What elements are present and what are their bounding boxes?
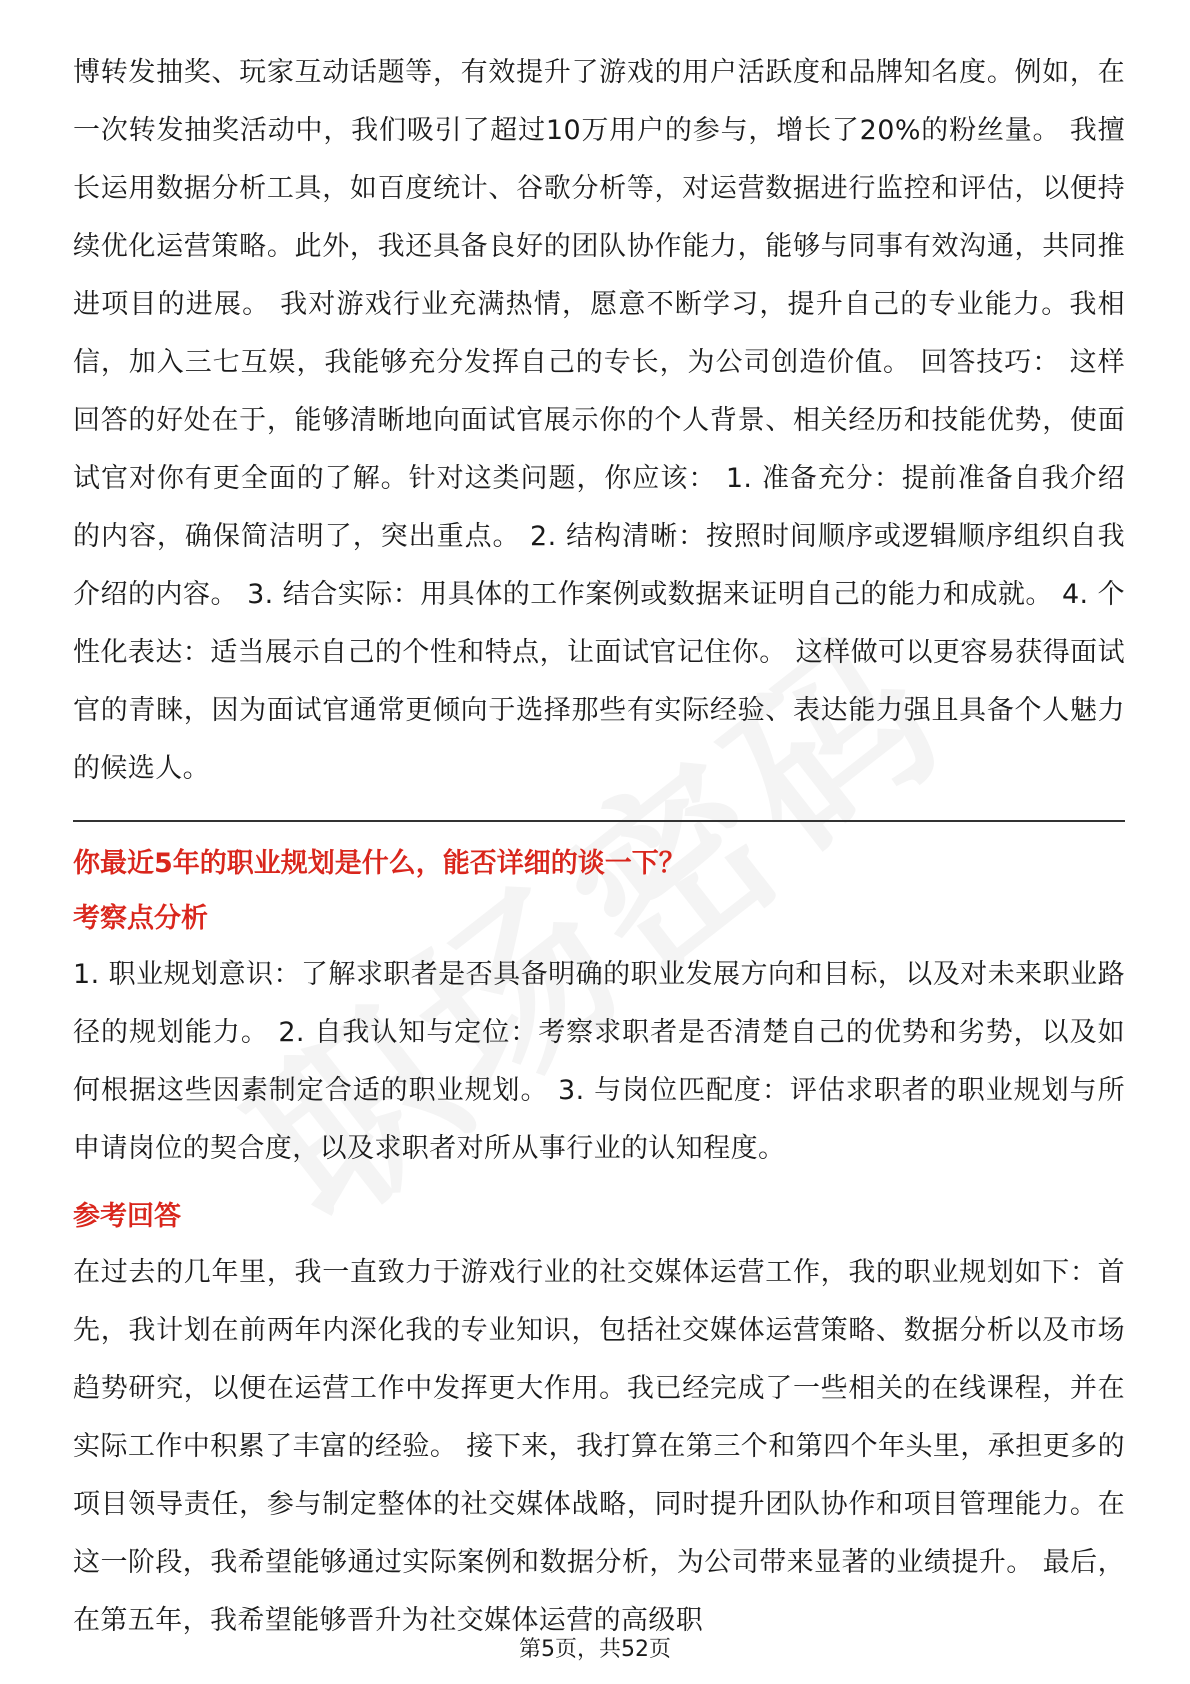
spacer: [73, 1178, 1125, 1190]
section-divider: [73, 820, 1125, 822]
analysis-body: 1. 职业规划意识：了解求职者是否具备明确的职业发展方向和目标，以及对未来职业路径的规划能力。 2. 自我认知与定位：考察求职者是否清楚自己的优势和劣势，以及如何根据这些因素制定合适的职业规划。 3. 与岗位匹配度：评估求职者的职业规划与所申请岗位的契合度，以及求职者对所从事行业的认知程度。: [73, 959, 1125, 1164]
question-heading: 你最近5年的职业规划是什么，能否详细的谈一下？: [73, 848, 686, 879]
analysis-title: 考察点分析: [73, 903, 208, 934]
intro-paragraph: 博转发抽奖、玩家互动话题等，有效提升了游戏的用户活跃度和品牌知名度。例如，在一次转发抽奖活动中，我们吸引了超过10万用户的参与，增长了20%的粉丝量。 我擅长运用数据分析工具，如百度统计、谷歌分析等，对运营数据进行监控和评估，以便持续优化运营策略。此外，我还具备良好的团队协作能力，能够与同事有效沟通，共同推进项目的进展。 我对游戏行业充满热情，愿意不断学习，提升自己的专业能力。我相信，加入三七互娱，我能够充分发挥自己的专长，为公司创造价值。 回答技巧： 这样回答的好处在于，能够清晰地向面试官展示你的个人背景、相关经历和技能优势，使面试官对你有更全面的了解。针对这类问题，你应该： 1. 准备充分：提前准备自我介绍的内容，确保简洁明了，突出重点。 2. 结构清晰：按照时间顺序或逻辑顺序组织自我介绍的内容。 3. 结合实际：用具体的工作案例或数据来证明自己的能力和成就。 4. 个性化表达：适当展示自己的个性和特点，让面试官记住你。 这样做可以更容易获得面试官的青睐，因为面试官通常更倾向于选择那些有实际经验、表达能力强且具备个人魅力的候选人。: [73, 57, 1125, 784]
document-page: [73, 44, 1125, 1650]
page-number: 第5页，共52页: [519, 1637, 671, 1662]
answer-body: 在过去的几年里，我一直致力于游戏行业的社交媒体运营工作，我的职业规划如下：首先，我计划在前两年内深化我的专业知识，包括社交媒体运营策略、数据分析以及市场趋势研究，以便在运营工作中发挥更大作用。我已经完成了一些相关的在线课程，并在实际工作中积累了丰富的经验。 接下来，我打算在第三个和第四个年头里，承担更多的项目领导责任，参与制定整体的社交媒体战略，同时提升团队协作和项目管理能力。在这一阶段，我希望能够通过实际案例和数据分析，为公司带来显著的业绩提升。 最后，在第五年，我希望能够晋升为社交媒体运营的高级职: [73, 1257, 1125, 1636]
answer-title: 参考回答: [73, 1201, 181, 1232]
